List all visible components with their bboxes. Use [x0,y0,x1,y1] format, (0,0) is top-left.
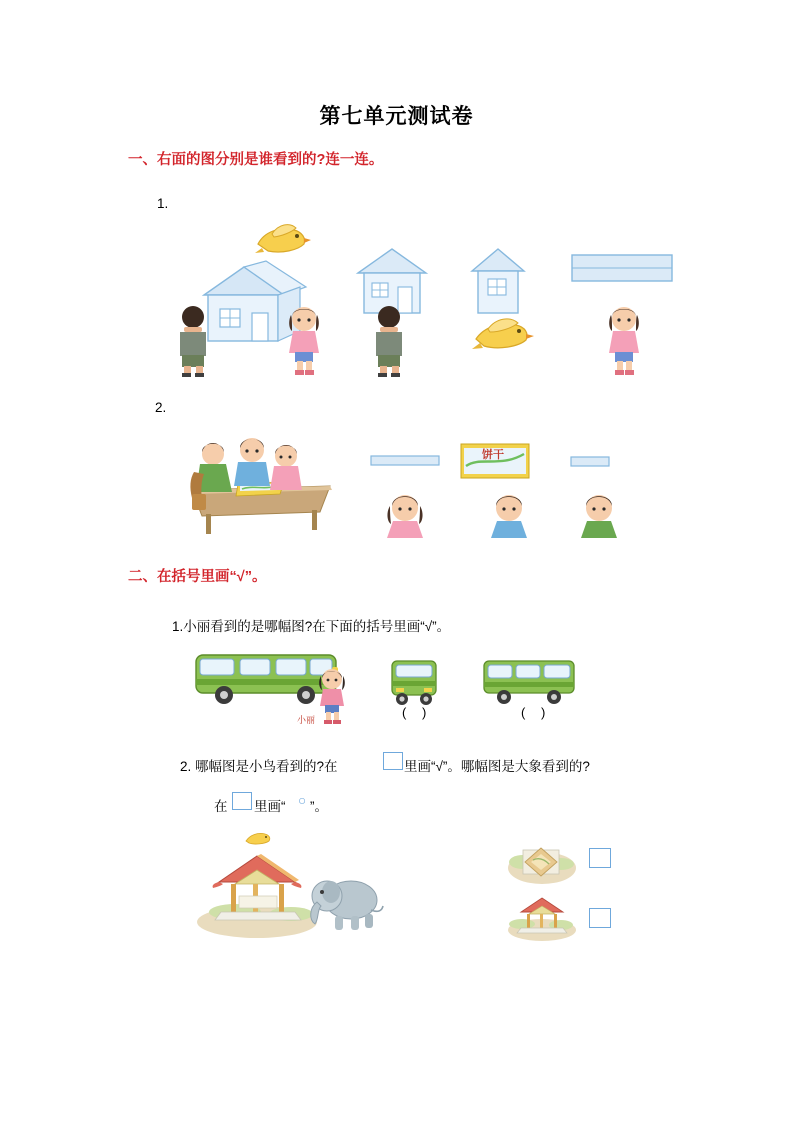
question-2-number: 2. [155,400,167,415]
figure-group-4 [195,830,625,945]
section-two-question-2-text-c: 在 [214,799,228,814]
answer-box-view-side[interactable] [589,908,611,928]
elephant-figure [307,872,387,934]
bird-icon-2 [470,313,536,359]
view-house-top [570,251,676,287]
view-bus-side [480,657,578,709]
view-pavilion-top [505,836,579,888]
section-two-question-2-text-d: 里画“ [254,799,286,814]
child-girl-view-2 [600,305,648,377]
view-box-edge-a [370,452,440,470]
child-boy-back-view [170,305,216,377]
child-girl-xiaoli [312,667,352,727]
section-two-question-2-text-b: 里画“√”。哪幅图是大象看到的? [404,759,590,774]
table-scene-figure [180,428,340,536]
figure-group-3 [190,645,610,735]
circle-mark: ○ [298,793,307,808]
answer-slot-2[interactable]: ( ) [521,705,552,720]
bird-icon [252,220,312,260]
view-box-edge-c [570,454,610,470]
cookie-box-label: 饼干 [482,449,504,461]
figure-group-2 [180,428,680,540]
bird-icon-small [243,830,273,848]
view-pavilion-side [505,892,579,942]
figure-label-xiaoli: 小丽 [297,715,316,725]
section-two-question-2-text-a: 2. 哪幅图是小鸟看到的?在 [180,759,338,774]
view-bus-front [386,657,442,709]
answer-slot-1[interactable]: ( ) [402,705,433,720]
child-boy-back-view-2 [366,305,412,377]
bust-girl [376,488,434,538]
section-two-question-2-text-e: ”。 [310,799,328,814]
child-girl-view [280,305,328,377]
answer-box-view-top[interactable] [589,848,611,868]
figure-group-1 [170,215,690,385]
bust-boy-blue [480,488,538,538]
question-1-number: 1. [157,196,169,211]
pavilion-scene-figure [195,848,325,940]
bust-boy-green [570,488,628,538]
view-house-side [468,243,528,317]
section-one-heading: 一、右面的图分别是谁看到的?连一连。 [128,152,384,168]
section-two-heading: 二、在括号里画“√”。 [128,569,267,585]
page-title: 第七单元测试卷 [319,105,474,128]
answer-box-inline-1[interactable] [383,752,403,770]
answer-box-inline-2[interactable] [232,792,252,810]
section-two-question-1-text: 1.小丽看到的是哪幅图?在下面的括号里画“√”。 [172,619,451,634]
